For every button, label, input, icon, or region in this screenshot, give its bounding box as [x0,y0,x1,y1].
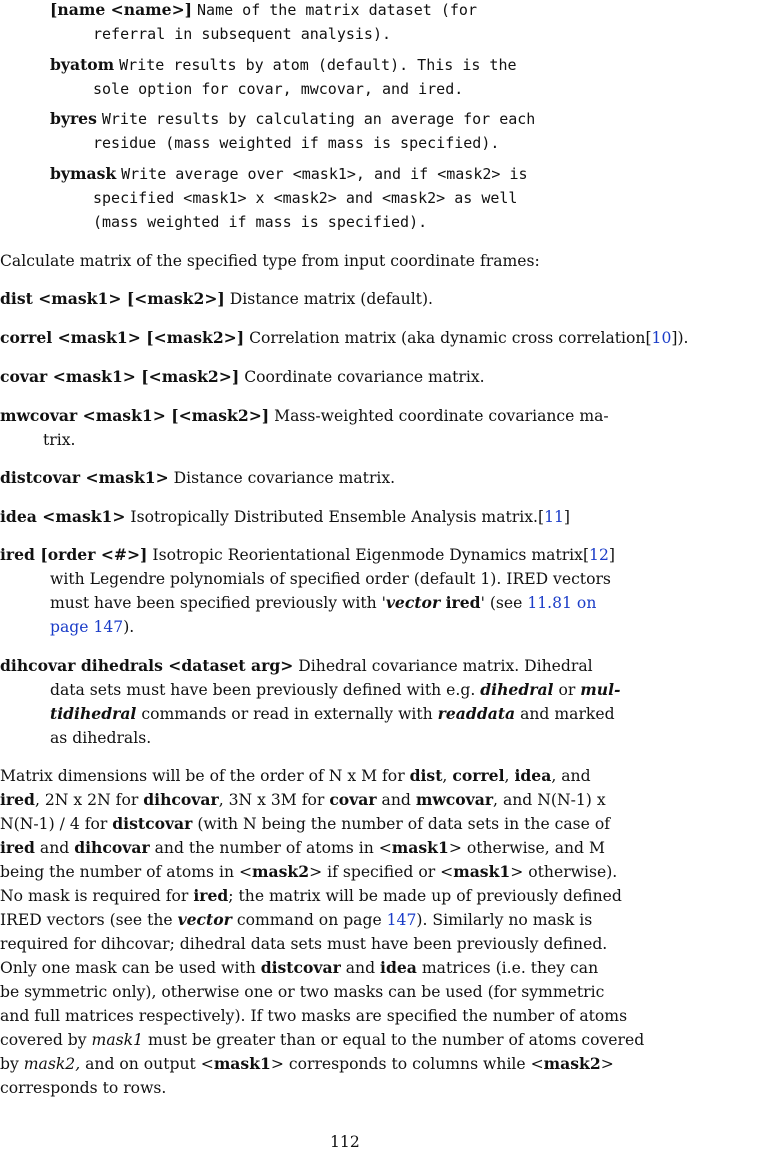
type-distcovar: distcovar <mask1> Distance covariance matrix. [0,468,396,487]
page-link[interactable]: 147 [386,911,417,929]
page-link[interactable]: page 147 [50,618,124,636]
type-dihcovar: dihcovar dihedrals <dataset arg> Dihedral covariance matrix. Dihedral [0,656,593,675]
intro-text: Calculate matrix of the specified type from input coordinate frames: [0,252,540,270]
citation-link[interactable]: 12 [589,546,609,564]
type-idea: idea <mask1> Isotropically Distributed Ensemble Analysis matrix.[11] [0,507,570,526]
type-correl: correl <mask1> [<mask2>] Correlation matrix (aka dynamic cross correlation[10]). [0,328,689,347]
option-name: [name <name>] Name of the matrix dataset (for [50,0,477,19]
page-number: 112 [330,1133,360,1151]
citation-link[interactable]: 10 [651,329,672,347]
option-byatom: byatom Write results by atom (default). This is the [50,55,517,74]
section-link[interactable]: 11.81 on [527,594,597,612]
type-mwcovar: mwcovar <mask1> [<mask2>] Mass-weighted coordinate covariance ma- [0,406,609,425]
type-dist: dist <mask1> [<mask2>] Distance matrix (default). [0,289,433,308]
type-ired: ired [order <#>] Isotropic Reorientational Eigenmode Dynamics matrix[12] [0,545,615,564]
option-byres: byres Write results by calculating an average for each [50,109,536,128]
citation-link[interactable]: 11 [544,508,564,526]
document-page: [name <name>] Name of the matrix dataset (for referral in subsequent analysis). byatom Write results by atom (default). This is the sole option for covar, mwcovar, and ired. byres Write results by calculating an average for each residue (mass weighted if mass is specified). bymask Write average over <mask1>, and if <mask2> is specified <mask1> x <mask2> and <mask2> as well (mass weighted if mass is specified). Calculate matrix of the specified type from input coordinate frames: dist <mask1> [<mask2>] Distance matrix (default). correl <mask1> [<mask2>] Correlation matrix (aka dynamic cross correlation[10]). covar <mask1> [<mask2>] Coordinate covariance matrix. mwcovar <mask1> [<mask2>] Mass-weighted coordinate covariance ma- trix. distcovar <mask1> Distance covariance matrix. idea <mask1> Isotropically Distributed Ensemble Analysis matrix.[11] ired [order <#>] Isotropic Reorientational Eigenmode Dynamics matrix[12] with Legendre polynomials of specified order (default 1). IRED vectors must have been specified previously with 'vector ired' (see 11.81 on page 147). dihcovar dihedrals <dataset arg> Dihedral covariance matrix. Dihedral data sets must have been previously defined with e.g. dihedral or mul- tidihedral commands or read in externally with readdata and marked as dihedrals. Matrix dimensions will be of the order of N x M for dist, correl, idea, and ired, 2N x 2N for dihcovar, 3N x 3M for covar and mwcovar, and N(N-1) x N(N-1) / 4 for distcovar (with N being the number of data sets in the case of ired and dihcovar and the number of atoms in <mask1> otherwise, and M being the number of atoms in <mask2> if specified or <mask1> otherwise). No mask is required for ired; the matrix will be made up of previously defined IRED vectors (see the vector command on page 147). Similarly no mask is required for dihcovar; dihedral data sets must have been previously defined. Only one mask can be used with distcovar and idea matrices (i.e. they can be symmetric only), otherwise one or two masks can be used (for symmetric and full matrices respectively). If two masks are specified the number of atoms covered by mask1 must be greater than or equal to the number of atoms covered by mask2, and on output <mask1> corresponds to columns while <mask2> corresponds to rows. 112 [0,0,760,1151]
option-bymask: bymask Write average over <mask1>, and if <mask2> is [50,164,528,183]
type-covar: covar <mask1> [<mask2>] Coordinate covariance matrix. [0,367,485,386]
